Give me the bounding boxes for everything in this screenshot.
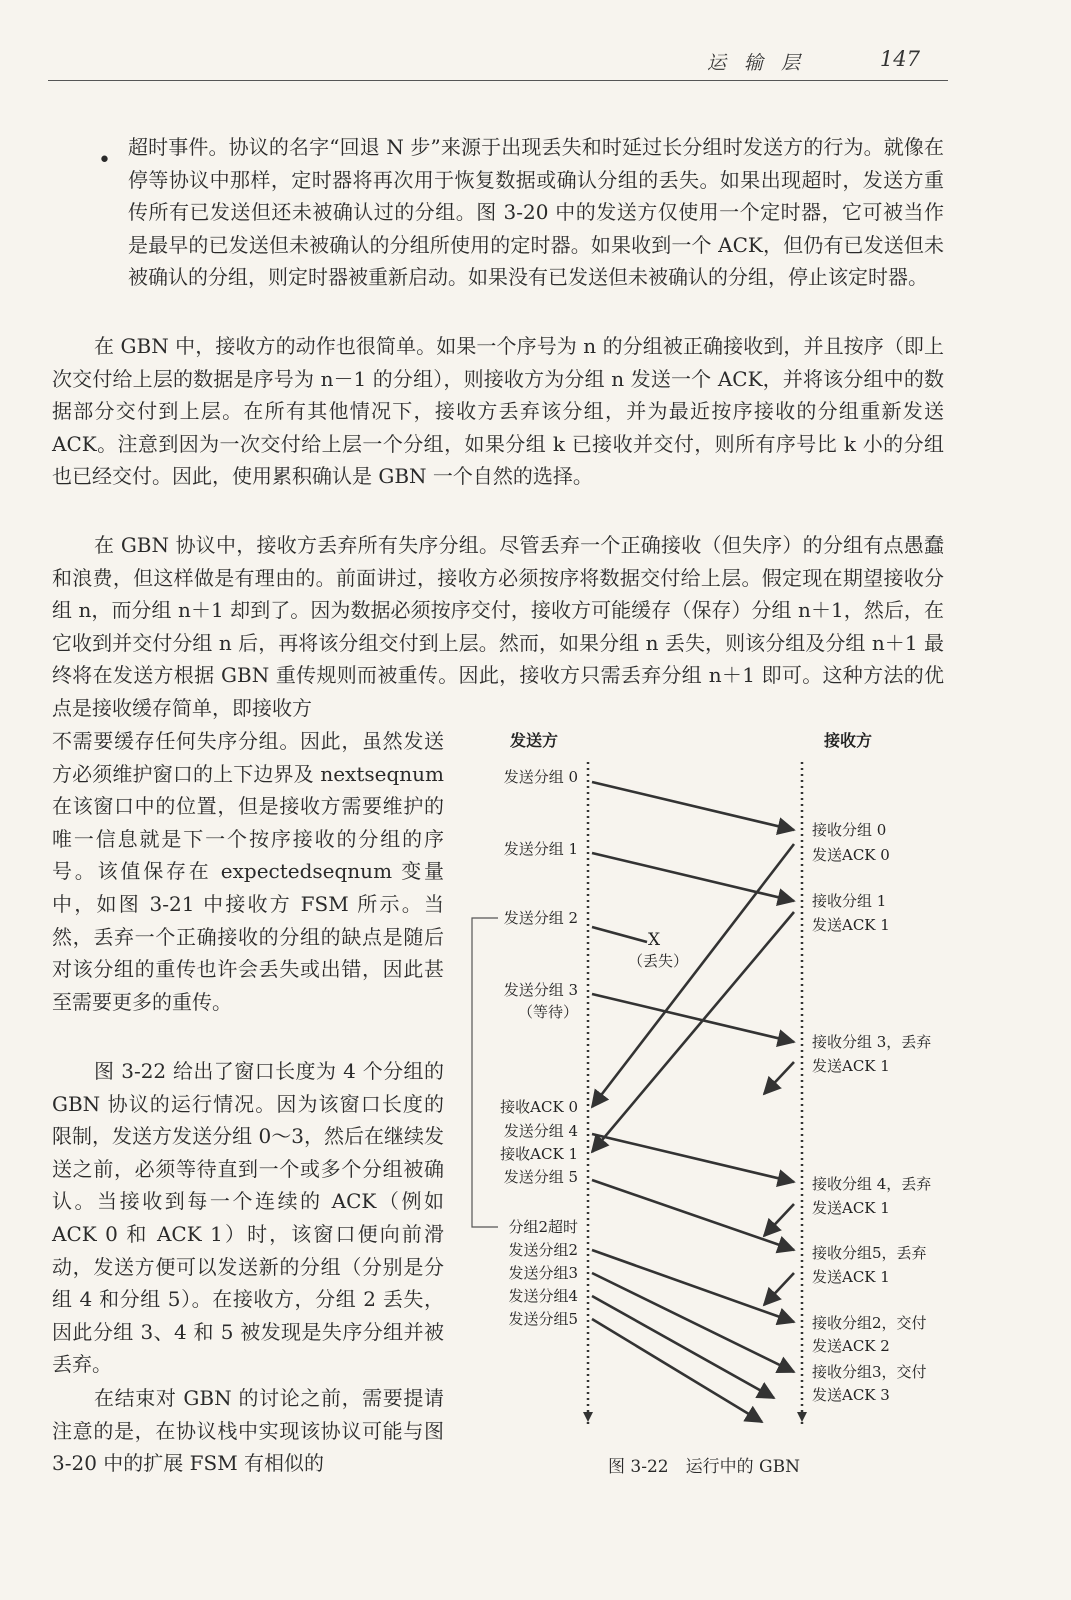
message-arrow-9 bbox=[592, 1319, 762, 1422]
message-arrow-14 bbox=[764, 1273, 794, 1305]
message-arrow-5 bbox=[592, 1180, 794, 1250]
sender-event-4: （等待） bbox=[517, 1003, 578, 1021]
receiver-event-7: 发送ACK 1 bbox=[812, 1199, 890, 1217]
sender-event-6: 发送分组 4 bbox=[503, 1122, 578, 1140]
message-arrow-11 bbox=[592, 912, 794, 1152]
loss-mark-icon: X bbox=[648, 930, 661, 950]
message-arrow-3 bbox=[592, 994, 794, 1042]
receiver-event-1: 发送ACK 0 bbox=[812, 846, 890, 864]
message-arrow-10 bbox=[592, 844, 794, 1107]
sender-event-8: 发送分组 5 bbox=[503, 1168, 578, 1186]
receiver-event-6: 接收分组 4，丢弃 bbox=[812, 1175, 932, 1193]
page-number: 147 bbox=[879, 47, 920, 71]
sender-event-7: 接收ACK 1 bbox=[500, 1145, 578, 1163]
receiver-event-13: 发送ACK 3 bbox=[812, 1386, 890, 1404]
sender-title: 发送方 bbox=[510, 731, 559, 750]
receiver-event-12: 接收分组3，交付 bbox=[812, 1363, 927, 1381]
message-arrow-12 bbox=[764, 1062, 794, 1094]
gbn-sequence-diagram bbox=[462, 722, 952, 1462]
paragraph-discard-out-of-order: 在 GBN 协议中，接收方丢弃所有失序分组。尽管丢弃一个正确接收（但失序）的分组有点愚蠢和浪费，但这样做是有理由的。前面讲过，接收方必须按序将数据交付给上层。假定现在期望接收分组 n，而分组 n＋1 却到了。因为数据必须按序交付，接收方可能缓存（保存）分组 n＋1，然后，在它收到并交付分组 n 后，再将该分组交付到上层。然而，如果分组 n 丢失，则该分组及分组 n＋1 最终将在发送方根据 GBN 重传规则而被重传。因此，接收方只需丢弃分组 n＋1 即可。这种方法的优点是接收缓存简单，即接收方 bbox=[52, 533, 944, 720]
receiver-event-8: 接收分组5，丢弃 bbox=[812, 1244, 927, 1262]
sender-event-12: 发送分组4 bbox=[508, 1287, 578, 1305]
message-arrow-4 bbox=[592, 1134, 794, 1182]
sender-event-3: 发送分组 3 bbox=[503, 981, 578, 999]
receiver-event-5: 发送ACK 1 bbox=[812, 1057, 890, 1075]
message-arrow-7 bbox=[592, 1273, 794, 1372]
paragraph-closing: 在结束对 GBN 的讨论之前，需要提请注意的是，在协议栈中实现该协议可能与图 3-20 中的扩展 FSM 有相似的 bbox=[52, 1386, 444, 1476]
sender-event-10: 发送分组2 bbox=[508, 1241, 578, 1259]
message-arrow-0 bbox=[592, 782, 794, 830]
paragraph-receiver-action: 在 GBN 中，接收方的动作也很简单。如果一个序号为 n 的分组被正确接收到，并且按序（即上次交付给上层的数据是序号为 n－1 的分组），则接收方为分组 n 发送一个 ACK，并将该分组中的数据部分交付到上层。在所有其他情况下，接收方丢弃该分组，并为最近按序接收的分组重新发送 ACK。注意到因为一次交付给上层一个分组，如果分组 k 已接收并交付，则所有序号比 k 小的分组也已经交付。因此，使用累积确认是 GBN 一个自然的选择。 bbox=[52, 334, 944, 489]
sender-timeline-arrow-icon bbox=[583, 1412, 593, 1422]
receiver-event-3: 发送ACK 1 bbox=[812, 916, 890, 934]
sender-event-13: 发送分组5 bbox=[508, 1310, 578, 1328]
message-arrow-1 bbox=[592, 853, 794, 901]
sender-event-11: 发送分组3 bbox=[508, 1264, 578, 1282]
gbn-figure bbox=[462, 722, 952, 1482]
sender-events bbox=[500, 768, 578, 1328]
receiver-event-10: 接收分组2，交付 bbox=[812, 1314, 927, 1332]
paragraph-figure-explanation: 图 3-22 给出了窗口长度为 4 个分组的 GBN 协议的运行情况。因为该窗口长度的限制，发送方发送分组 0～3，然后在继续发送之前，必须等待直到一个或多个分组被确认。当接收到每一个连续的 ACK（例如 ACK 0 和 ACK 1）时，该窗口便向前滑动，发送方便可以发送新的分组（分别是分组 4 和分组 5）。在接收方，分组 2 丢失，因此分组 3、4 和 5 被发现是失序分组并被丢弃。 bbox=[52, 1059, 444, 1377]
message-arrow-2 bbox=[592, 927, 647, 942]
receiver-event-0: 接收分组 0 bbox=[812, 821, 887, 839]
receiver-title: 接收方 bbox=[824, 731, 873, 750]
receiver-event-4: 接收分组 3，丢弃 bbox=[812, 1033, 932, 1051]
receiver-events bbox=[812, 821, 931, 1404]
receiver-event-2: 接收分组 1 bbox=[812, 892, 887, 910]
section-title: 运输层 bbox=[706, 52, 818, 74]
running-header bbox=[48, 40, 948, 81]
loss-label: （丢失） bbox=[628, 952, 689, 970]
message-arrows bbox=[592, 782, 794, 1422]
message-arrow-6 bbox=[592, 1250, 794, 1322]
receiver-timeline-arrow-icon bbox=[797, 1412, 807, 1422]
receiver-event-9: 发送ACK 1 bbox=[812, 1268, 890, 1286]
sender-event-5: 接收ACK 0 bbox=[500, 1098, 578, 1116]
sender-event-2: 发送分组 2 bbox=[503, 909, 578, 927]
bullet-icon: • bbox=[98, 148, 111, 173]
paragraph-expectedseqnum: 不需要缓存任何失序分组。因此，虽然发送方必须维护窗口的上下边界及 nextseqnum 在该窗口中的位置，但是接收方需要维护的唯一信息就是下一个按序接收的分组的序号。该值保存在 expectedseqnum 变量中，如图 3-21 中接收方 FSM 所示。当然，丢弃一个正确接收的分组的缺点是随后对该分组的重传也许会丢失或出错，因此甚至需要更多的重传。 bbox=[52, 729, 444, 1014]
window-bracket bbox=[472, 918, 498, 1227]
bullet-timeout-paragraph: 超时事件。协议的名字“回退 N 步”来源于出现丢失和时延过长分组时发送方的行为。就像在停等协议中那样，定时器将再次用于恢复数据或确认分组的丢失。如果出现超时，发送方重传所有已发送但还未被确认过的分组。图 3-20 中的发送方仅使用一个定时器，它可被当作是最早的已发送但未被确认的分组所使用的定时器。如果收到一个 ACK，但仍有已发送但未被确认的分组，则定时器被重新启动。如果没有已发送但未被确认的分组，停止该定时器。 bbox=[128, 135, 944, 290]
sender-event-0: 发送分组 0 bbox=[503, 768, 578, 786]
sender-event-9: 分组2超时 bbox=[508, 1218, 578, 1236]
receiver-event-11: 发送ACK 2 bbox=[812, 1337, 890, 1355]
message-arrow-13 bbox=[764, 1204, 794, 1236]
message-arrow-8 bbox=[592, 1296, 774, 1398]
figure-caption: 图 3-22 运行中的 GBN bbox=[608, 1457, 800, 1477]
sender-event-1: 发送分组 1 bbox=[503, 840, 578, 858]
